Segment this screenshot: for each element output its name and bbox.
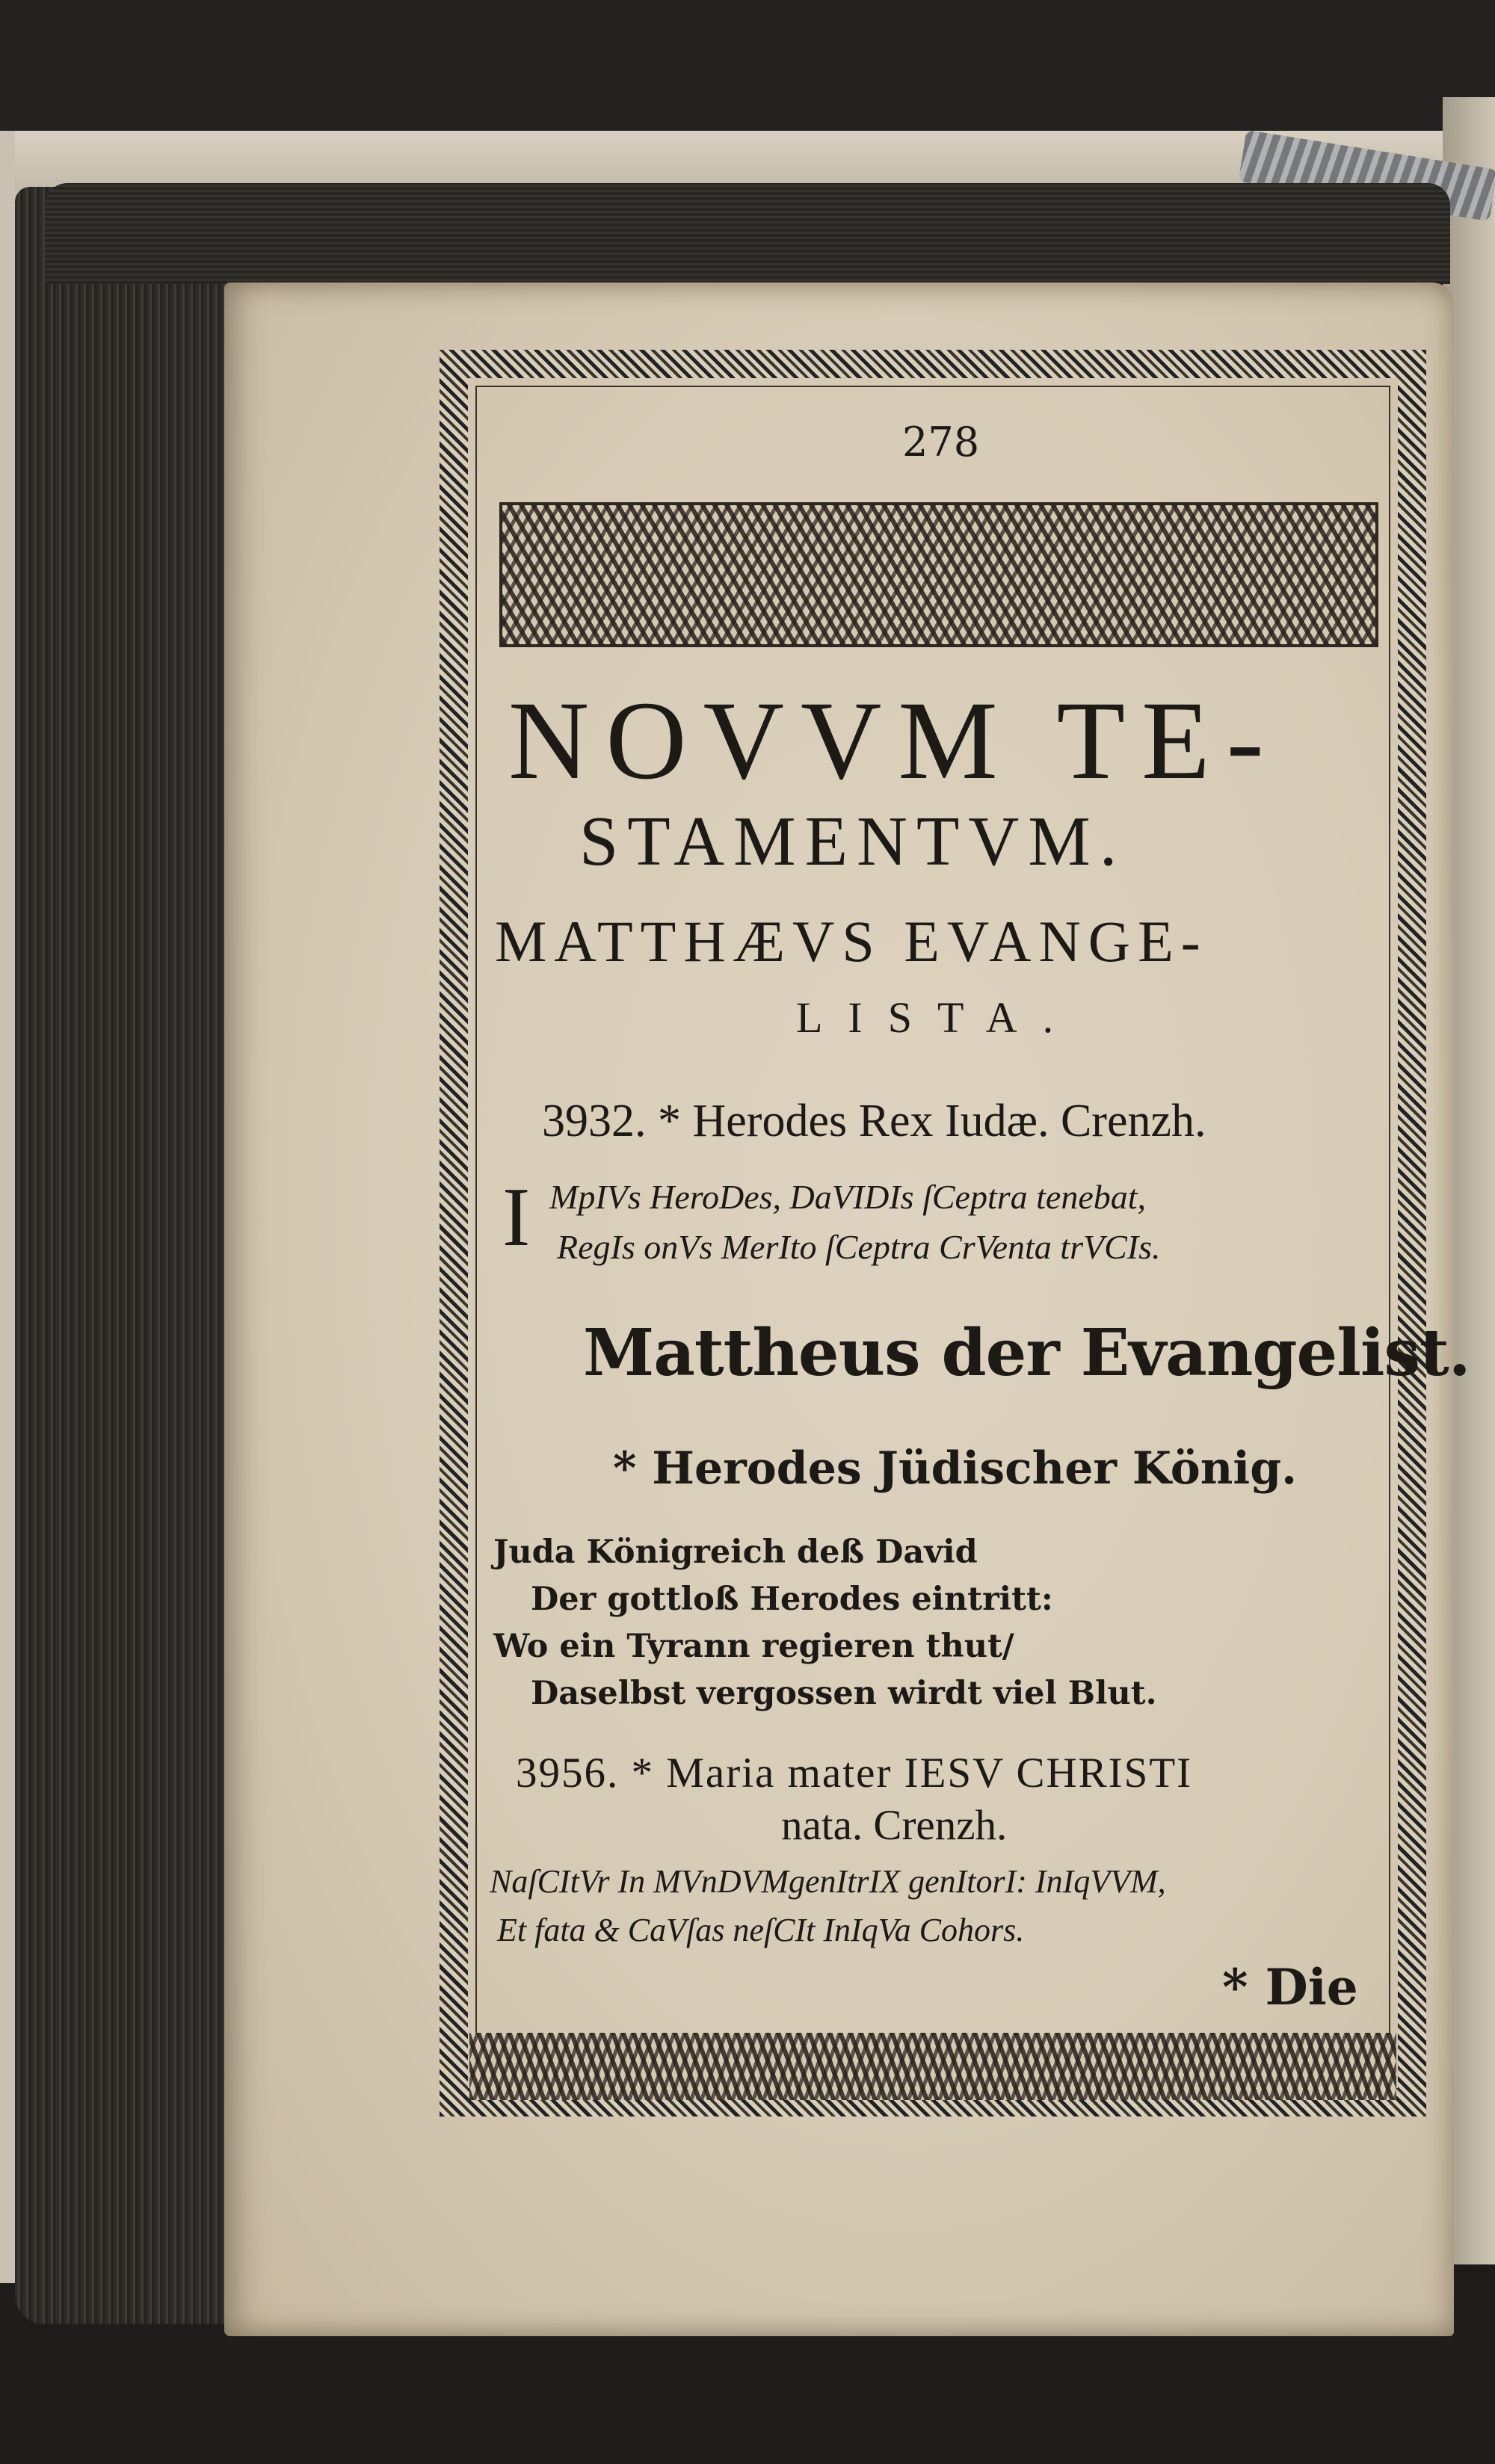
entry-heading-maria-line-2: nata. Crenzh.	[781, 1802, 1008, 1849]
ornamental-footpiece	[469, 2033, 1396, 2100]
german-verse-line: Juda Königreich deß David	[493, 1534, 978, 1571]
latin-verse-2-line-2: Et fata & CaVſas neſCIt InIqVa Cohors.	[497, 1912, 1025, 1948]
title-line-1: NOVVM TE-	[508, 679, 1280, 803]
german-subheading: * Herodes Jüdischer König.	[613, 1442, 1298, 1495]
german-verse-line: Der gottloß Herodes eintritt:	[531, 1581, 1053, 1618]
drop-capital: I	[502, 1171, 531, 1264]
latin-verse-1-line-2: RegIs onVs MerIto ſCeptra CrVenta trVCIs.	[557, 1228, 1161, 1266]
latin-verse-1-line-1: MpIVs HeroDes, DaVIDIs ſCeptra tenebat,	[549, 1178, 1147, 1216]
title-line-2: STAMENTVM.	[579, 803, 1126, 880]
latin-verse-2-line-1: NaſCItVr In MVnDVMgenItrIX genItorI: InIqVVM,	[490, 1863, 1166, 1900]
entry-heading-herodes: 3932. * Herodes Rex Iudæ. Crenzh.	[542, 1096, 1206, 1146]
page-block-edge	[15, 187, 239, 2324]
german-verse-line: Wo ein Tyrann regieren thut/	[493, 1628, 1014, 1665]
subtitle-line-2: LISTA.	[796, 993, 1079, 1042]
page-block-top	[45, 183, 1450, 284]
german-title: Mattheus der Evangelist.	[583, 1315, 1470, 1391]
german-verse-line: Daselbst vergossen wirdt viel Blut.	[531, 1675, 1157, 1712]
ornamental-headpiece	[499, 502, 1378, 647]
page-number: 278	[902, 419, 980, 466]
subtitle-line-1: MATTHÆVS EVANGE-	[495, 909, 1208, 974]
catchword: * Die	[1222, 1958, 1358, 2016]
scan-background-top	[0, 0, 1495, 131]
entry-heading-maria-line-1: 3956. * Maria mater IESV CHRISTI	[516, 1750, 1193, 1797]
